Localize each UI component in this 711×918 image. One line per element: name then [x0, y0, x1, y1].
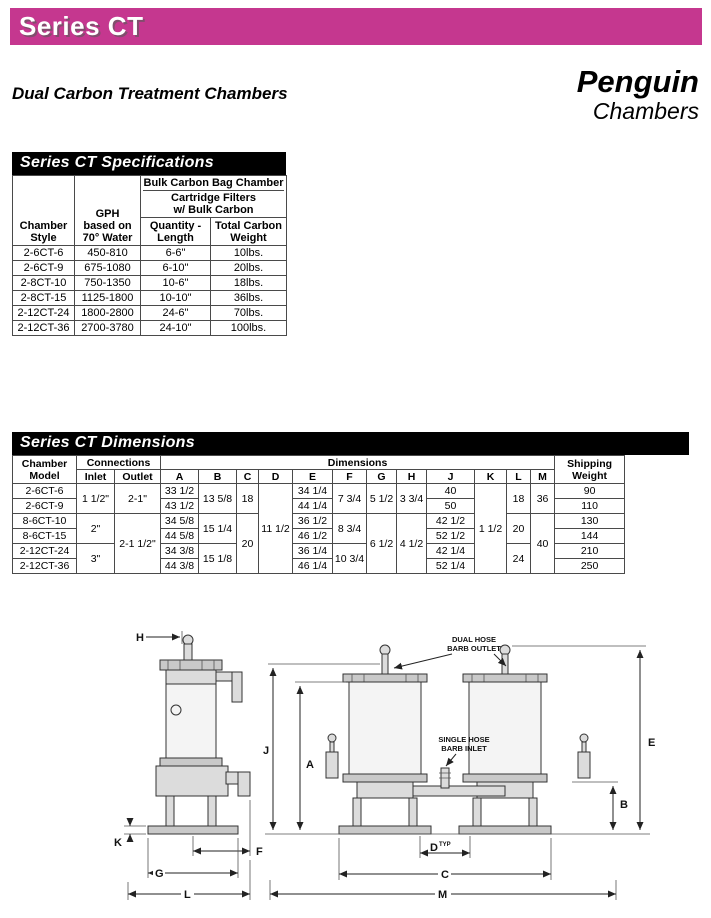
dims-header-row-2	[13, 470, 625, 484]
cell: 675-1080	[75, 261, 141, 276]
dims-col-d: D	[259, 470, 293, 484]
cell: 44 3/8	[161, 559, 199, 574]
cell: 250	[555, 559, 625, 574]
cell: 40	[427, 484, 475, 499]
cell: 2-12CT-24	[13, 306, 75, 321]
cell: 40	[531, 514, 555, 574]
dim-label-typ: TYP	[439, 842, 451, 848]
dimensions-title: Series CT Dimensions	[12, 432, 689, 455]
cell: 10-10"	[141, 291, 211, 306]
specifications-table	[12, 175, 287, 336]
dim-label-m: M	[438, 889, 448, 901]
callout-dual-hose-line2: BARB OUTLET	[447, 644, 501, 653]
dims-header-row-1	[13, 456, 625, 470]
cell: 15 1/8	[199, 544, 237, 574]
series-title: Series CT	[19, 11, 144, 41]
side-view-chamber	[148, 635, 250, 834]
dim-label-e: E	[648, 737, 656, 749]
spec-group-header: Bulk Carbon Bag Chamber Cartridge Filters w/ Bulk Carbon	[141, 176, 287, 218]
cell: 15 1/4	[199, 514, 237, 544]
dims-group-connections: Connections	[77, 456, 161, 470]
page-subtitle: Dual Carbon Treatment Chambers	[12, 84, 288, 103]
dims-col-shipping: Shipping Weight	[555, 456, 625, 484]
cell: 2-12CT-36	[13, 559, 77, 574]
cell: 210	[555, 544, 625, 559]
cell: 6-10"	[141, 261, 211, 276]
cell: 33 1/2	[161, 484, 199, 499]
dims-group-dimensions: Dimensions	[161, 456, 555, 470]
cell: 13 5/8	[199, 484, 237, 514]
dims-col-h: H	[397, 470, 427, 484]
spec-col-weight: Total Carbon Weight	[211, 218, 287, 246]
cell: 10-6"	[141, 276, 211, 291]
table-row	[13, 306, 287, 321]
dims-col-j: J	[427, 470, 475, 484]
cell: 18	[507, 484, 531, 514]
dim-label-j: J	[263, 745, 270, 757]
dim-label-k: K	[114, 837, 122, 849]
callout-single-hose-line1: SINGLE HOSE	[438, 735, 490, 744]
cell: 36lbs.	[211, 291, 287, 306]
cell: 42 1/2	[427, 514, 475, 529]
dim-label-d: D	[430, 842, 438, 854]
cell: 130	[555, 514, 625, 529]
cell: 52 1/2	[427, 529, 475, 544]
cell: 44 1/4	[293, 499, 333, 514]
brand-name: Penguin	[576, 64, 699, 99]
cell: 450-810	[75, 246, 141, 261]
cell: 110	[555, 499, 625, 514]
cell: 8-6CT-10	[13, 514, 77, 529]
cell: 70lbs.	[211, 306, 287, 321]
cell: 34 5/8	[161, 514, 199, 529]
cell: 3 3/4	[397, 484, 427, 514]
cell: 20	[507, 514, 531, 544]
spec-col-quantity: Quantity - Length	[141, 218, 211, 246]
cell: 2-12CT-24	[13, 544, 77, 559]
cell: 42 1/4	[427, 544, 475, 559]
series-header-bar	[10, 8, 702, 45]
cell: 10 3/4	[333, 544, 367, 574]
dim-label-g: G	[155, 868, 164, 880]
cell: 20lbs.	[211, 261, 287, 276]
cell: 144	[555, 529, 625, 544]
cell: 7 3/4	[333, 484, 367, 514]
dims-col-f: F	[333, 470, 367, 484]
cell: 2-1"	[115, 484, 161, 514]
cell: 2"	[77, 514, 115, 544]
table-row	[13, 484, 625, 499]
dims-col-b: B	[199, 470, 237, 484]
cell: 18	[237, 484, 259, 514]
callout-dual-hose-line1: DUAL HOSE	[451, 635, 497, 644]
dim-label-l: L	[184, 889, 191, 901]
cell: 1 1/2"	[77, 484, 115, 514]
dimensions-section	[12, 432, 689, 574]
cell: 44 5/8	[161, 529, 199, 544]
spec-col-chamber: Chamber Style	[13, 176, 75, 246]
cell: 46 1/4	[293, 559, 333, 574]
dims-col-l: L	[507, 470, 531, 484]
dims-col-c: C	[237, 470, 259, 484]
cell: 43 1/2	[161, 499, 199, 514]
table-row	[13, 514, 625, 529]
table-row	[13, 321, 287, 336]
dimensions-table	[12, 455, 625, 574]
cell: 8 3/4	[333, 514, 367, 544]
dims-col-k: K	[475, 470, 507, 484]
spec-col-gph: GPH based on 70° Water	[75, 176, 141, 246]
cell: 90	[555, 484, 625, 499]
dim-label-c: C	[441, 869, 449, 881]
dims-col-g: G	[367, 470, 397, 484]
dim-label-h: H	[136, 632, 144, 644]
cell: 20	[237, 514, 259, 574]
cell: 2-12CT-36	[13, 321, 75, 336]
technical-drawing	[12, 624, 700, 916]
cell: 2700-3780	[75, 321, 141, 336]
cell: 2-1 1/2"	[115, 514, 161, 574]
dims-col-outlet: Outlet	[115, 470, 161, 484]
cell: 3"	[77, 544, 115, 574]
spec-header-row-1	[13, 176, 287, 218]
dims-col-e: E	[293, 470, 333, 484]
dims-col-model: Chamber Model	[13, 456, 77, 484]
cell: 24	[507, 544, 531, 574]
front-view-dimensions	[263, 646, 655, 901]
dim-label-a: A	[306, 759, 314, 771]
table-row	[13, 276, 287, 291]
callout-single-hose-line2: BARB INLET	[441, 744, 487, 753]
cell: 4 1/2	[397, 514, 427, 574]
cell: 24-6"	[141, 306, 211, 321]
cell: 2-6CT-6	[13, 246, 75, 261]
dim-label-f: F	[256, 846, 263, 858]
cell: 1125-1800	[75, 291, 141, 306]
cell: 34 3/8	[161, 544, 199, 559]
cell: 6 1/2	[367, 514, 397, 574]
cell: 2-8CT-10	[13, 276, 75, 291]
cell: 2-6CT-6	[13, 484, 77, 499]
dims-col-m: M	[531, 470, 555, 484]
cell: 11 1/2	[259, 484, 293, 574]
cell: 1800-2800	[75, 306, 141, 321]
cell: 5 1/2	[367, 484, 397, 514]
cell: 46 1/2	[293, 529, 333, 544]
dims-col-a: A	[161, 470, 199, 484]
cell: 52 1/4	[427, 559, 475, 574]
cell: 2-6CT-9	[13, 499, 77, 514]
specifications-title: Series CT Specifications	[12, 152, 286, 175]
table-row	[13, 261, 287, 276]
cell: 750-1350	[75, 276, 141, 291]
cell: 36	[531, 484, 555, 514]
cell: 8-6CT-15	[13, 529, 77, 544]
cell: 36 1/2	[293, 514, 333, 529]
cell: 34 1/4	[293, 484, 333, 499]
cell: 10lbs.	[211, 246, 287, 261]
cell: 2-6CT-9	[13, 261, 75, 276]
table-row	[13, 291, 287, 306]
cell: 36 1/4	[293, 544, 333, 559]
dims-col-inlet: Inlet	[77, 470, 115, 484]
cell: 1 1/2	[475, 484, 507, 574]
cell: 24-10"	[141, 321, 211, 336]
brand-tagline: Chambers	[592, 97, 699, 124]
cell: 100lbs.	[211, 321, 287, 336]
specifications-section	[12, 152, 286, 336]
cell: 18lbs.	[211, 276, 287, 291]
brand-block	[577, 66, 699, 123]
cell: 6-6"	[141, 246, 211, 261]
dim-label-b: B	[620, 799, 628, 811]
cell: 50	[427, 499, 475, 514]
cell: 2-8CT-15	[13, 291, 75, 306]
table-row	[13, 246, 287, 261]
